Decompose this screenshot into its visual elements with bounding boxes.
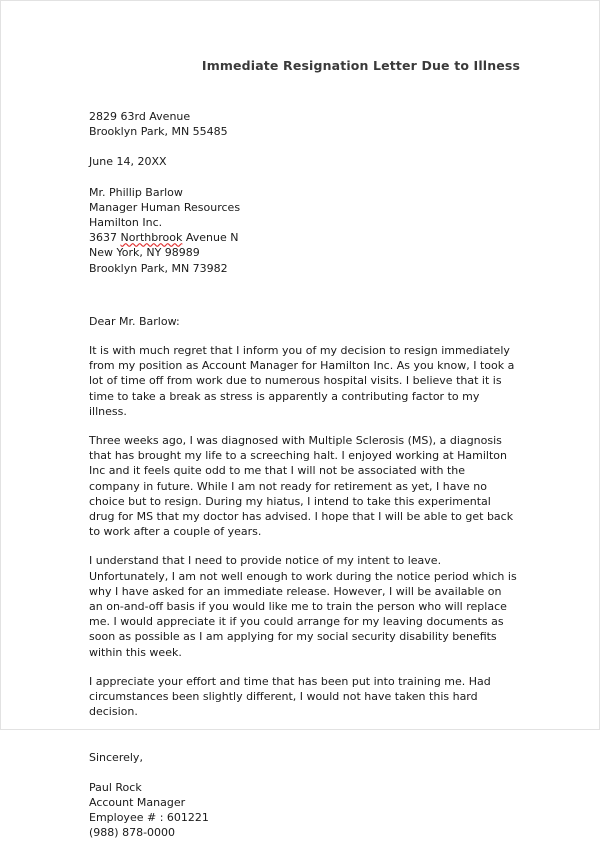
- body-paragraph: Three weeks ago, I was diagnosed with Multiple Sclerosis (MS), a diagnosis that has brought my life to a screeching halt. I enjoyed working at Hamilton Inc and it feels quite odd to me that I will not be associated with the company in future. While I am not ready for retirement as yet, I have no choice but to resign. During my hiatus, I intend to take this experimental drug for MS that my doctor has advised. I hope that I will be able to get back to work after a couple of years.: [89, 434, 514, 539]
- salutation-text: Dear Mr. Barlow:: [89, 314, 180, 328]
- signer-name: Paul Rock: [89, 780, 142, 794]
- page-title: Immediate Resignation Letter Due to Illness: [201, 58, 521, 73]
- recipient-city-line: Brooklyn Park, MN 73982: [89, 261, 228, 275]
- letter-date: [89, 154, 517, 169]
- recipient-company: Hamilton Inc.: [89, 216, 163, 230]
- signer-job-title: Account Manager: [89, 795, 186, 809]
- salutation: [89, 314, 517, 329]
- closing-text: Sincerely,: [89, 750, 143, 764]
- recipient-job-title: Manager Human Resources: [89, 200, 241, 214]
- body-paragraph: It is with much regret that I inform you of my decision to resign immediately from my position as Account Manager for Hamilton Inc. As you know, I took a lot of time off from work due to numerous hospital visits. I believe that it is time to take a break as stress is apparently a contributing factor to my illness.: [89, 344, 515, 418]
- street-number: 3637: [89, 231, 121, 245]
- date-text: June 14, 20XX: [89, 155, 167, 169]
- recipient-address-block: [89, 185, 517, 276]
- street-suffix: Avenue N: [182, 231, 239, 245]
- body-paragraph: I understand that I need to provide notice of my intent to leave. Unfortunately, I am not well enough to work during the notice period which is why I have asked for an immediate release. However, I will be available on an on-and-off basis if you would like me to train the person who will replace me. I would appreciate it if you could arrange for my leaving documents as soon as possible as I am applying for my social security disability benefits within this week.: [89, 554, 517, 659]
- signer-employee-id: Employee # : 601221: [89, 811, 209, 825]
- recipient-city-line: New York, NY 98989: [89, 246, 200, 260]
- signature-block: [89, 780, 517, 841]
- signer-phone: (988) 878-0000: [89, 826, 176, 840]
- recipient-street: [89, 230, 517, 245]
- body-paragraph: I appreciate your effort and time that has been put into training me. Had circumstances been slightly different, I would not have taken this hard decision.: [89, 674, 491, 719]
- recipient-name: Mr. Phillip Barlow: [89, 185, 183, 199]
- spellcheck-misspelled-word: Northbrook: [120, 231, 183, 245]
- sender-address-block: [89, 109, 517, 139]
- sender-address-line: Brooklyn Park, MN 55485: [89, 125, 228, 139]
- closing: [89, 750, 517, 765]
- sender-address-line: 2829 63rd Avenue: [89, 110, 191, 123]
- letter-body: [89, 1, 521, 841]
